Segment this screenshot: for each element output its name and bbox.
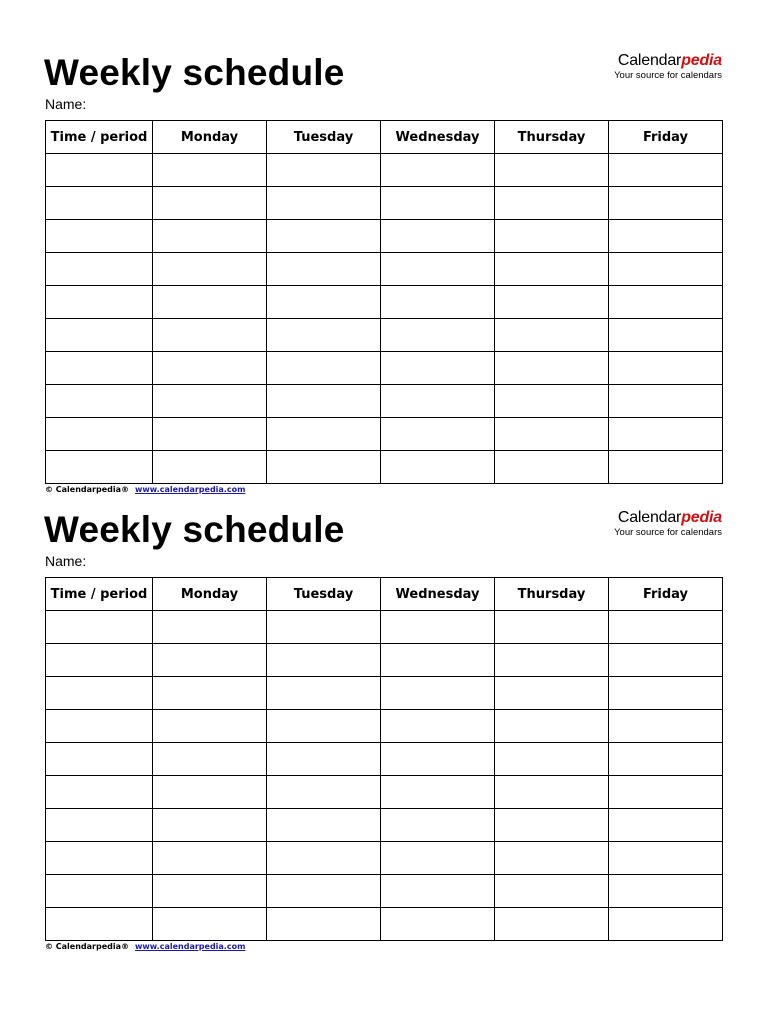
day-cell <box>381 743 495 776</box>
table-row <box>46 842 723 875</box>
day-cell <box>609 187 723 220</box>
day-cell <box>495 187 609 220</box>
day-cell <box>381 875 495 908</box>
day-cell <box>495 154 609 187</box>
time-cell <box>46 352 153 385</box>
day-cell <box>609 418 723 451</box>
day-cell <box>267 743 381 776</box>
time-cell <box>46 875 153 908</box>
day-cell <box>495 809 609 842</box>
time-cell <box>46 743 153 776</box>
table-row <box>46 776 723 809</box>
day-cell <box>267 875 381 908</box>
table-row <box>46 253 723 286</box>
day-cell <box>609 220 723 253</box>
brand-logo <box>614 52 722 81</box>
brand-name-main: Calendar <box>617 52 682 69</box>
day-cell <box>495 385 609 418</box>
day-cell <box>609 253 723 286</box>
day-cell <box>381 644 495 677</box>
day-cell <box>495 677 609 710</box>
brand-logo <box>614 509 722 538</box>
day-cell <box>381 611 495 644</box>
day-cell <box>381 319 495 352</box>
day-cell <box>495 710 609 743</box>
day-cell <box>609 842 723 875</box>
footer-copyright: © Calendarpedia® <box>45 485 130 494</box>
time-cell <box>46 908 153 941</box>
day-cell <box>495 611 609 644</box>
day-cell <box>495 253 609 286</box>
table-row <box>46 220 723 253</box>
day-cell <box>381 776 495 809</box>
day-cell <box>381 253 495 286</box>
column-header-friday: Friday <box>609 578 723 611</box>
day-cell <box>381 286 495 319</box>
day-cell <box>381 710 495 743</box>
column-header-time: Time / period <box>46 578 153 611</box>
day-cell <box>267 809 381 842</box>
day-cell <box>381 908 495 941</box>
time-cell <box>46 418 153 451</box>
page-title: Weekly schedule <box>44 52 345 93</box>
table-row <box>46 418 723 451</box>
day-cell <box>609 286 723 319</box>
table-row <box>46 385 723 418</box>
table-header-row <box>46 121 723 154</box>
time-cell <box>46 776 153 809</box>
weekly-schedule-1 <box>0 0 768 494</box>
day-cell <box>153 809 267 842</box>
day-cell <box>495 286 609 319</box>
time-cell <box>46 286 153 319</box>
day-cell <box>381 809 495 842</box>
schedule-body <box>46 611 723 941</box>
day-cell <box>495 743 609 776</box>
day-cell <box>609 154 723 187</box>
table-row <box>46 809 723 842</box>
day-cell <box>153 253 267 286</box>
day-cell <box>609 611 723 644</box>
day-cell <box>495 875 609 908</box>
table-row <box>46 908 723 941</box>
name-label: Name: <box>45 553 87 569</box>
day-cell <box>267 154 381 187</box>
day-cell <box>267 677 381 710</box>
day-cell <box>609 743 723 776</box>
day-cell <box>153 319 267 352</box>
day-cell <box>267 352 381 385</box>
column-header-wednesday: Wednesday <box>381 121 495 154</box>
day-cell <box>153 776 267 809</box>
day-cell <box>153 418 267 451</box>
day-cell <box>153 710 267 743</box>
day-cell <box>153 154 267 187</box>
day-cell <box>609 710 723 743</box>
brand-name <box>614 509 722 527</box>
time-cell <box>46 220 153 253</box>
day-cell <box>267 776 381 809</box>
time-cell <box>46 677 153 710</box>
name-label: Name: <box>45 96 87 112</box>
table-row <box>46 611 723 644</box>
day-cell <box>609 385 723 418</box>
day-cell <box>153 677 267 710</box>
time-cell <box>46 319 153 352</box>
footer <box>45 942 245 952</box>
time-cell <box>46 644 153 677</box>
day-cell <box>381 418 495 451</box>
day-cell <box>381 842 495 875</box>
column-header-thursday: Thursday <box>495 121 609 154</box>
table-row <box>46 154 723 187</box>
day-cell <box>495 418 609 451</box>
day-cell <box>267 220 381 253</box>
table-row <box>46 319 723 352</box>
day-cell <box>153 352 267 385</box>
day-cell <box>153 286 267 319</box>
day-cell <box>495 319 609 352</box>
footer-copyright: © Calendarpedia® <box>45 942 130 951</box>
table-row <box>46 743 723 776</box>
column-header-wednesday: Wednesday <box>381 578 495 611</box>
schedule-table <box>45 577 723 941</box>
day-cell <box>153 644 267 677</box>
day-cell <box>267 644 381 677</box>
day-cell <box>267 611 381 644</box>
schedule-table <box>45 120 723 484</box>
day-cell <box>381 677 495 710</box>
day-cell <box>381 385 495 418</box>
day-cell <box>381 220 495 253</box>
day-cell <box>153 743 267 776</box>
day-cell <box>495 644 609 677</box>
day-cell <box>609 677 723 710</box>
day-cell <box>267 710 381 743</box>
day-cell <box>609 776 723 809</box>
brand-name-accent: pedia <box>681 509 722 526</box>
day-cell <box>267 385 381 418</box>
day-cell <box>267 842 381 875</box>
day-cell <box>495 908 609 941</box>
brand-name-accent: pedia <box>681 52 722 69</box>
day-cell <box>153 385 267 418</box>
table-row <box>46 710 723 743</box>
day-cell <box>153 187 267 220</box>
time-cell <box>46 710 153 743</box>
time-cell <box>46 385 153 418</box>
weekly-schedule-2 <box>0 457 768 951</box>
footer-link[interactable]: www.calendarpedia.com <box>135 485 246 494</box>
day-cell <box>609 319 723 352</box>
brand-tagline: Your source for calendars <box>614 70 722 81</box>
day-cell <box>267 418 381 451</box>
column-header-tuesday: Tuesday <box>267 578 381 611</box>
schedule-body <box>46 154 723 484</box>
day-cell <box>267 187 381 220</box>
footer-link[interactable]: www.calendarpedia.com <box>135 942 246 951</box>
table-row <box>46 677 723 710</box>
day-cell <box>153 842 267 875</box>
column-header-thursday: Thursday <box>495 578 609 611</box>
column-header-monday: Monday <box>153 121 267 154</box>
day-cell <box>609 908 723 941</box>
brand-name-main: Calendar <box>617 509 682 526</box>
time-cell <box>46 611 153 644</box>
time-cell <box>46 842 153 875</box>
day-cell <box>495 220 609 253</box>
column-header-monday: Monday <box>153 578 267 611</box>
day-cell <box>267 319 381 352</box>
day-cell <box>153 220 267 253</box>
table-row <box>46 875 723 908</box>
table-row <box>46 286 723 319</box>
day-cell <box>153 875 267 908</box>
table-row <box>46 644 723 677</box>
day-cell <box>381 187 495 220</box>
time-cell <box>46 809 153 842</box>
day-cell <box>267 908 381 941</box>
table-row <box>46 352 723 385</box>
table-header-row <box>46 578 723 611</box>
day-cell <box>609 352 723 385</box>
table-row <box>46 187 723 220</box>
day-cell <box>495 776 609 809</box>
day-cell <box>153 908 267 941</box>
brand-name <box>614 52 722 70</box>
page-title: Weekly schedule <box>44 509 345 550</box>
column-header-friday: Friday <box>609 121 723 154</box>
day-cell <box>495 352 609 385</box>
column-header-time: Time / period <box>46 121 153 154</box>
column-header-tuesday: Tuesday <box>267 121 381 154</box>
day-cell <box>267 253 381 286</box>
time-cell <box>46 253 153 286</box>
time-cell <box>46 187 153 220</box>
day-cell <box>609 809 723 842</box>
day-cell <box>381 352 495 385</box>
time-cell <box>46 154 153 187</box>
day-cell <box>495 842 609 875</box>
day-cell <box>381 154 495 187</box>
brand-tagline: Your source for calendars <box>614 527 722 538</box>
day-cell <box>609 644 723 677</box>
day-cell <box>609 875 723 908</box>
day-cell <box>153 611 267 644</box>
day-cell <box>267 286 381 319</box>
